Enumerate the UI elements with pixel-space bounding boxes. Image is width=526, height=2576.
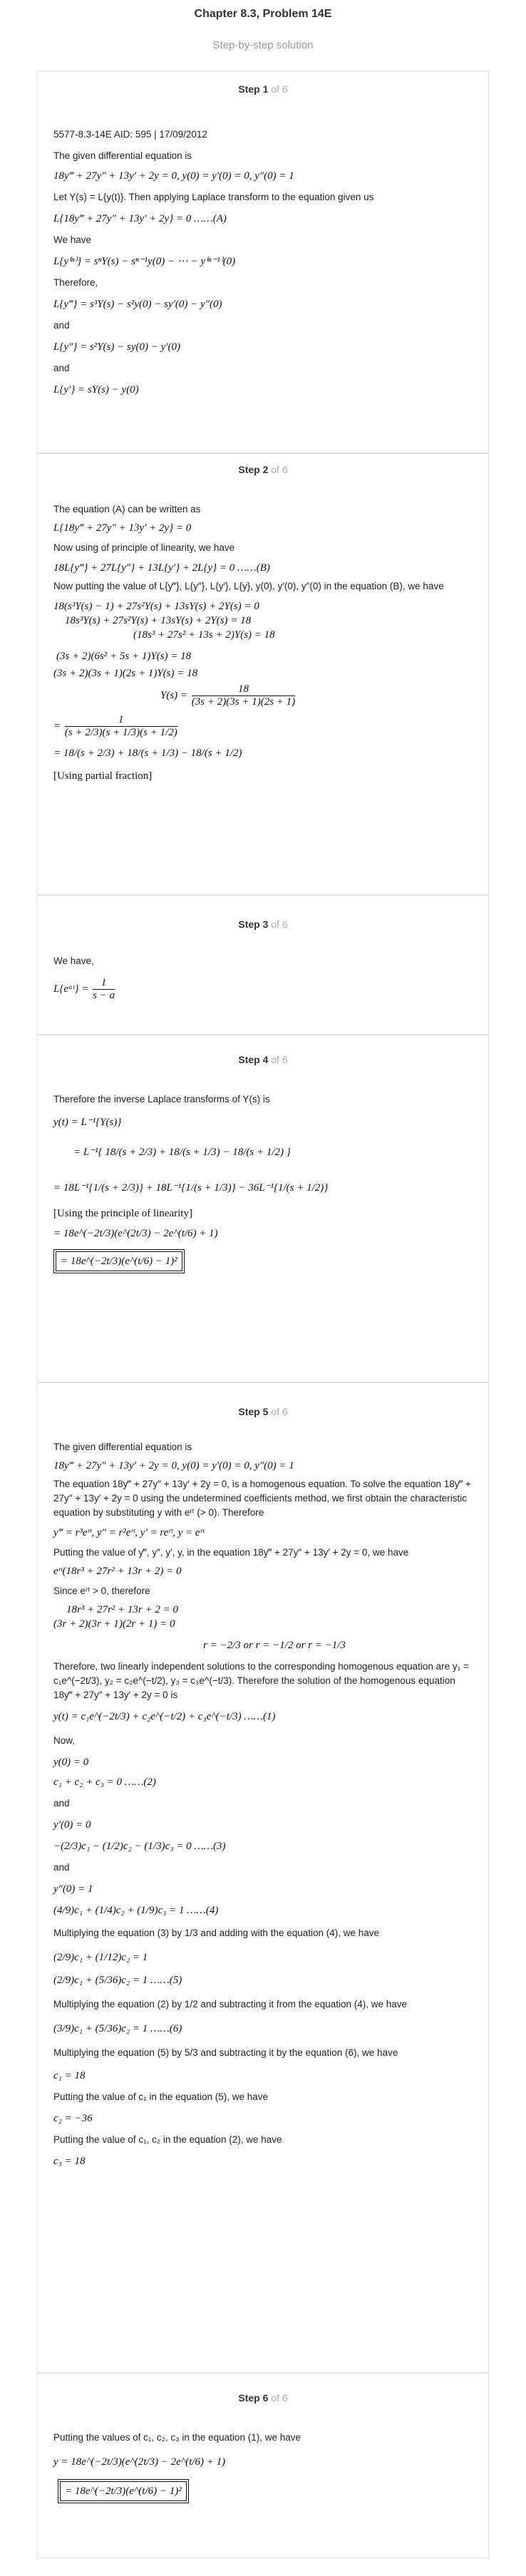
- step-4-header: Step 4 of 6: [238, 1054, 288, 1065]
- equation: L{y⁽ⁿ⁾} = sⁿY(s) − sⁿ⁻¹y(0) − ⋯ − y⁽ⁿ⁻¹⁾(0): [53, 256, 236, 267]
- equation: L{y‴} = s³Y(s) − s²y(0) − sy′(0) − y″(0): [53, 299, 222, 310]
- equation: −(2/3)c₁ − (1/2)c₂ − (1/3)c₃ = 0 ……(3): [53, 1841, 226, 1852]
- equation: c₂ = −36: [53, 2113, 93, 2124]
- step-4-note: [Using the principle of linearity]: [53, 1208, 192, 1219]
- step-1-header: Step 1 of 6: [238, 83, 288, 95]
- step-5-text: and: [53, 1862, 70, 1873]
- equation: y(t) = L⁻¹{Y(s)}: [53, 1117, 122, 1128]
- step-5-text: The given differential equation is: [53, 1442, 192, 1452]
- page-header: [0, 0, 526, 53]
- page-subtitle: Step-by-step solution: [212, 39, 314, 51]
- equation: 18L{y‴} + 27L{y″} + 13L{y′} + 2L{y} = 0 ……(B): [53, 562, 270, 574]
- equation: y‴ = r³eʳᵗ, y″ = r²eʳᵗ, y′ = reʳᵗ, y = eʳᵗ: [53, 1527, 205, 1538]
- step-1-text: and: [53, 320, 70, 331]
- step-5-text: Putting the value of c₁, c₂ in the equation (2), we have: [53, 2134, 282, 2145]
- step-2-card: [37, 453, 489, 895]
- step-5-text: Multiplying the equation (3) by 1/3 and adding with the equation (4), we have: [53, 1928, 380, 1938]
- step-5-text: Multiplying the equation (5) by 5/3 and subtracting it by the equation (6), we have: [53, 2047, 398, 2058]
- equation: (2/9)c₁ + (5/36)c₂ = 1 ……(5): [53, 1975, 182, 1986]
- equation: L{eᵃᵗ} = $\frac{1}{s - a}$: [53, 977, 115, 1001]
- step-1-text: The given differential equation is: [53, 150, 192, 161]
- step-1-card: [37, 71, 489, 453]
- step-1-text: and: [53, 363, 70, 373]
- final-answer-box: = 18e^(−2t/3)(e^(t/6) − 1)²: [53, 1249, 185, 1273]
- equation: c₁ = 18: [53, 2070, 86, 2081]
- page-title: Chapter 8.3, Problem 14E: [194, 8, 332, 20]
- equation: (3r + 2)(3r + 1)(2r + 1) = 0: [53, 1618, 175, 1630]
- step-5-text: Now,: [53, 1735, 76, 1746]
- equation: Y(s) = $\frac{18}{(3s + 2)(3s + 1)(2s + 1)}$: [160, 683, 296, 708]
- step-3-header: Step 3 of 6: [238, 919, 288, 930]
- step-6-header: Step 6 of 6: [238, 2392, 288, 2404]
- equation: L{y′} = sY(s) − y(0): [53, 384, 139, 395]
- equation: y(0) = 0: [53, 1757, 89, 1768]
- equation: = 18e^(−2t/3)(e^(2t/3) − 2e^(t/6) + 1): [53, 1228, 218, 1239]
- equation: = 18L⁻¹{1/(s + 2/3)} + 18L⁻¹{1/(s + 1/3)} − 36L⁻¹{1/(s + 1/2)}: [53, 1182, 329, 1194]
- equation: (3s + 2)(3s + 1)(2s + 1)Y(s) = 18: [53, 668, 198, 679]
- fraction: $\frac{1}{(s + 2/3)(s + 1/3)(s + 1/2)}$: [64, 714, 177, 738]
- step-1-meta: 5577-8.3-14E AID: 595 | 17/09/2012: [53, 129, 207, 140]
- final-answer-box: = 18e^(−2t/3)(e^(t/6) − 1)²: [58, 2479, 189, 2503]
- step-2-text: Now putting the value of L{y‴}, L{y″}, L{y′}, L{y}, y(0), y′(0), y″(0) in the equation (B), we have: [53, 581, 444, 591]
- equation: 18y‴ + 27y″ + 13y′ + 2y = 0, y(0) = y′(0) = 0, y″(0) = 1: [53, 1460, 294, 1471]
- fraction: $\frac{18}{(3s + 2)(3s + 1)(2s + 1)}$: [191, 683, 296, 708]
- equation: = L⁻¹{ 18/(s + 2/3) + 18/(s + 1/3) − 18/(s + 1/2) }: [73, 1147, 291, 1158]
- step-2-note: [Using partial fraction]: [53, 770, 153, 782]
- step-5-header: Step 5 of 6: [238, 1406, 288, 1417]
- equation: c₁ + c₂ + c₃ = 0 ……(2): [53, 1776, 156, 1788]
- equation: = $\frac{1}{(s + 2/3)(s + 1/3)(s + 1/2)}$: [53, 714, 177, 738]
- step-6-card: [37, 2373, 489, 2558]
- step-1-text: Therefore,: [53, 277, 98, 288]
- step-2-header: Step 2 of 6: [238, 464, 288, 475]
- step-1-text: We have: [53, 234, 92, 245]
- step-4-text: Therefore the inverse Laplace transforms of Y(s) is: [53, 1094, 270, 1105]
- step-4-card: [37, 1035, 489, 1382]
- step-3-text: We have,: [53, 956, 94, 966]
- fraction: $\frac{1}{s - a}$: [93, 977, 115, 1001]
- step-5-text: Since eʳᵗ > 0, therefore: [53, 1586, 150, 1596]
- equation: (2/9)c₁ + (1/12)c₂ = 1: [53, 1952, 148, 1963]
- equation: (3s + 2)(6s² + 5s + 1)Y(s) = 18: [56, 651, 192, 662]
- equation: L{18y‴ + 27y″ + 13y′ + 2y} = 0 ……(A): [53, 213, 227, 224]
- step-2-text: The equation (A) can be written as: [53, 504, 201, 514]
- equation: [53, 1249, 473, 1273]
- step-5-text: Putting the value of c₁ in the equation (5), we have: [53, 2091, 268, 2102]
- equation: (18s³ + 27s² + 13s + 2)Y(s) = 18: [133, 629, 275, 641]
- equation: [53, 2479, 473, 2503]
- step-5-text: and: [53, 1798, 70, 1809]
- step-5-text: The equation 18y‴ + 27y″ + 13y′ + 2y = 0, is a homogenous equation. To solve the equation 18y‴ + 27y″ + 13y′ + 2y = 0 using the undetermined coefficients method, we first obtain the characteristic equation by substituting y with eʳᵗ (> 0). Therefore: [53, 1479, 471, 1518]
- step-6-text: Putting the values of c₁, c₂, c₃ in the equation (1), we have: [53, 2432, 301, 2443]
- step-5-text: Putting the value of y‴, y″, y′, y, in the equation 18y‴ + 27y″ + 13y′ + 2y = 0, we have: [53, 1547, 409, 1558]
- step-1-text: Let Y(s) = L{y(t)}. Then applying Laplace transform to the equation given us: [53, 192, 374, 202]
- equation: L{18y‴ + 27y″ + 13y′ + 2y} = 0: [53, 522, 192, 534]
- equation: y(t) = c₁e^(−2t/3) + c₂e^(−t/2) + c₃e^(−t/3) ……(1): [53, 1711, 276, 1722]
- equation: y′(0) = 0: [53, 1819, 91, 1831]
- equation: y″(0) = 1: [53, 1883, 93, 1895]
- equation: 18y‴ + 27y″ + 13y′ + 2y = 0, y(0) = y′(0) = 0, y″(0) = 1: [53, 170, 294, 182]
- step-5-text: Therefore, two linearly independent solutions to the corresponding homogenous equation are y₁ = c₁e^(−2t/3), y₂ = c₂e^(−t/2), y₃ = c₃e^(−t/3). Therefore the solution of the homogenous equation 18y‴ + 27y″ + 13y′ + 2y = 0 is: [53, 1661, 469, 1700]
- equation: (4/9)c₁ + (1/4)c₂ + (1/9)c₃ = 1 ……(4): [53, 1905, 219, 1916]
- equation: r = −2/3 or r = −1/2 or r = −1/3: [203, 1640, 346, 1651]
- equation: 18(s³Y(s) − 1) + 27s²Y(s) + 13sY(s) + 2Y(s) = 0: [53, 601, 259, 612]
- equation: eʳᵗ(18r³ + 27r² + 13r + 2) = 0: [53, 1566, 182, 1577]
- step-3-card: [37, 895, 489, 1035]
- equation: L{y″} = s²Y(s) − sy(0) − y′(0): [53, 341, 181, 353]
- step-5-text: Multiplying the equation (2) by 1/2 and subtracting it from the equation (4), we have: [53, 1999, 408, 2009]
- equation: 18s³Y(s) + 27s²Y(s) + 13sY(s) + 2Y(s) = 18: [65, 615, 252, 626]
- equation: (3/9)c₁ + (5/36)c₂ = 1 ……(6): [53, 2023, 182, 2034]
- equation: = 18/(s + 2/3) + 18/(s + 1/3) − 18/(s + 1/2): [53, 748, 242, 759]
- equation: 18r³ + 27r² + 13r + 2 = 0: [66, 1604, 178, 1615]
- step-2-text: Now using of principle of linearity, we have: [53, 542, 235, 553]
- equation: c₃ = 18: [53, 2156, 86, 2167]
- equation: y = 18e^(−2t/3)(e^(2t/3) − 2e^(t/6) + 1): [53, 2456, 226, 2468]
- step-5-card: [37, 1382, 489, 2373]
